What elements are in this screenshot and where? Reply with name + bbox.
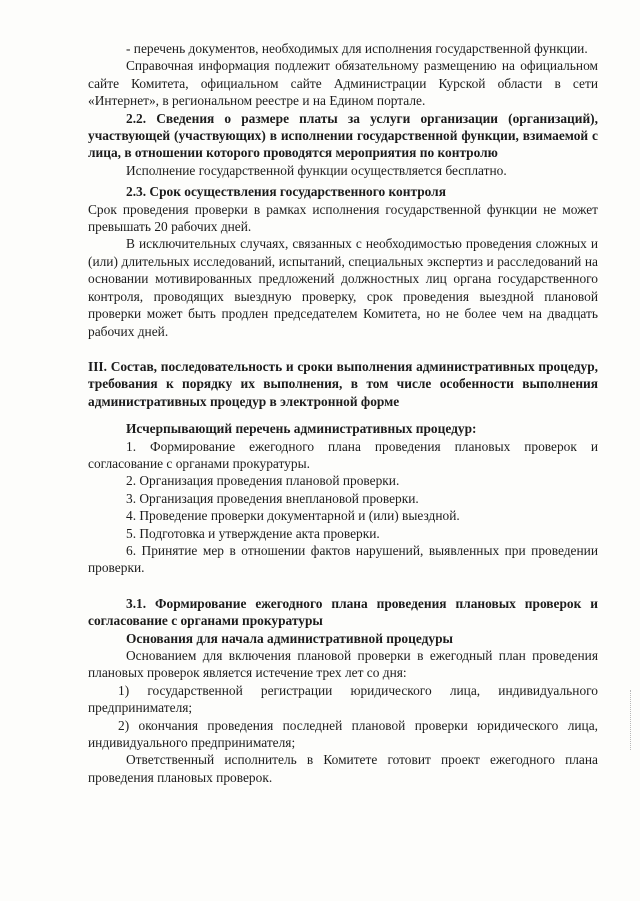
scan-margin-artifact: [630, 690, 634, 750]
list-item-4: 4. Проведение проверки документарной и (или) выездной.: [126, 508, 460, 524]
paragraph-responsible-executor: Ответственный исполнитель в Комитете готовит проект ежегодного плана проведения плановых проверок.: [88, 752, 598, 785]
paragraph-documents-list: - перечень документов, необходимых для исполнения государственной функции.: [126, 41, 588, 56]
paragraph-free-of-charge: Исполнение государственной функции осуществляется бесплатно.: [126, 162, 507, 178]
list-item-2: 2. Организация проведения плановой проверки.: [126, 473, 400, 489]
paragraph-reference-info: Справочная информация подлежит обязательному размещению на официальном сайте Комитета, официальном сайте Администрации Курской области в сети «Интернет», в региональном реестре и на Едином портале.: [88, 58, 598, 109]
heading-procedures-list: Исчерпывающий перечень административных процедур:: [126, 421, 477, 437]
paragraph-inclusion-basis: Основанием для включения плановой проверки в ежегодный план проведения плановых проверок является истечение трех лет со дня:: [88, 648, 598, 681]
heading-section-3: III. Состав, последовательность и сроки выполнения административных процедур, требования к порядку их выполнения, в том числе особенности выполнения административных процедур в электронной форме: [88, 358, 598, 409]
heading-3-1: 3.1. Формирование ежегодного плана проведения плановых проверок и согласование с органами прокуратуры: [88, 595, 598, 629]
sub-item-2: 2) окончания проведения последней плановой проверки юридического лица, индивидуального предпринимателя;: [88, 717, 598, 751]
list-item-3: 3. Организация проведения внеплановой проверки.: [126, 490, 419, 506]
paragraph-term-limit: Срок проведения проверки в рамках исполнения государственной функции не может превышать 20 рабочих дней.: [88, 201, 598, 235]
heading-2-2: 2.2. Сведения о размере платы за услуги организации (организаций), участвующей (участвующих) в исполнении государственной функции, взимаемой с лица, в отношении которого проводятся мероприятия по контролю: [88, 110, 598, 161]
sub-item-1: 1) государственной регистрации юридического лица, индивидуального предпринимателя;: [88, 682, 598, 716]
list-item-1: 1. Формирование ежегодного плана проведения плановых проверок и согласование с органами прокуратуры.: [88, 438, 598, 471]
heading-3-1-subtitle: Основания для начала административной процедуры: [126, 630, 453, 646]
heading-2-3: 2.3. Срок осуществления государственного контроля: [126, 184, 446, 200]
list-item-6: 6. Принятие мер в отношении фактов нарушений, выявленных при проведении проверки.: [88, 542, 598, 576]
paragraph-exceptional-cases: В исключительных случаях, связанных с необходимостью проведения сложных и (или) длительных исследований, испытаний, специальных экспертиз и расследований на основании мотивированных предложений должностных лиц органа государственного контроля, проводящих выездную проверку, срок проведения выездной плановой проверки может быть продлен председателем Комитета, но не более чем на двадцать рабочих дней.: [88, 236, 598, 339]
list-item-5: 5. Подготовка и утверждение акта проверки.: [126, 525, 380, 541]
document-page: [88, 40, 598, 786]
